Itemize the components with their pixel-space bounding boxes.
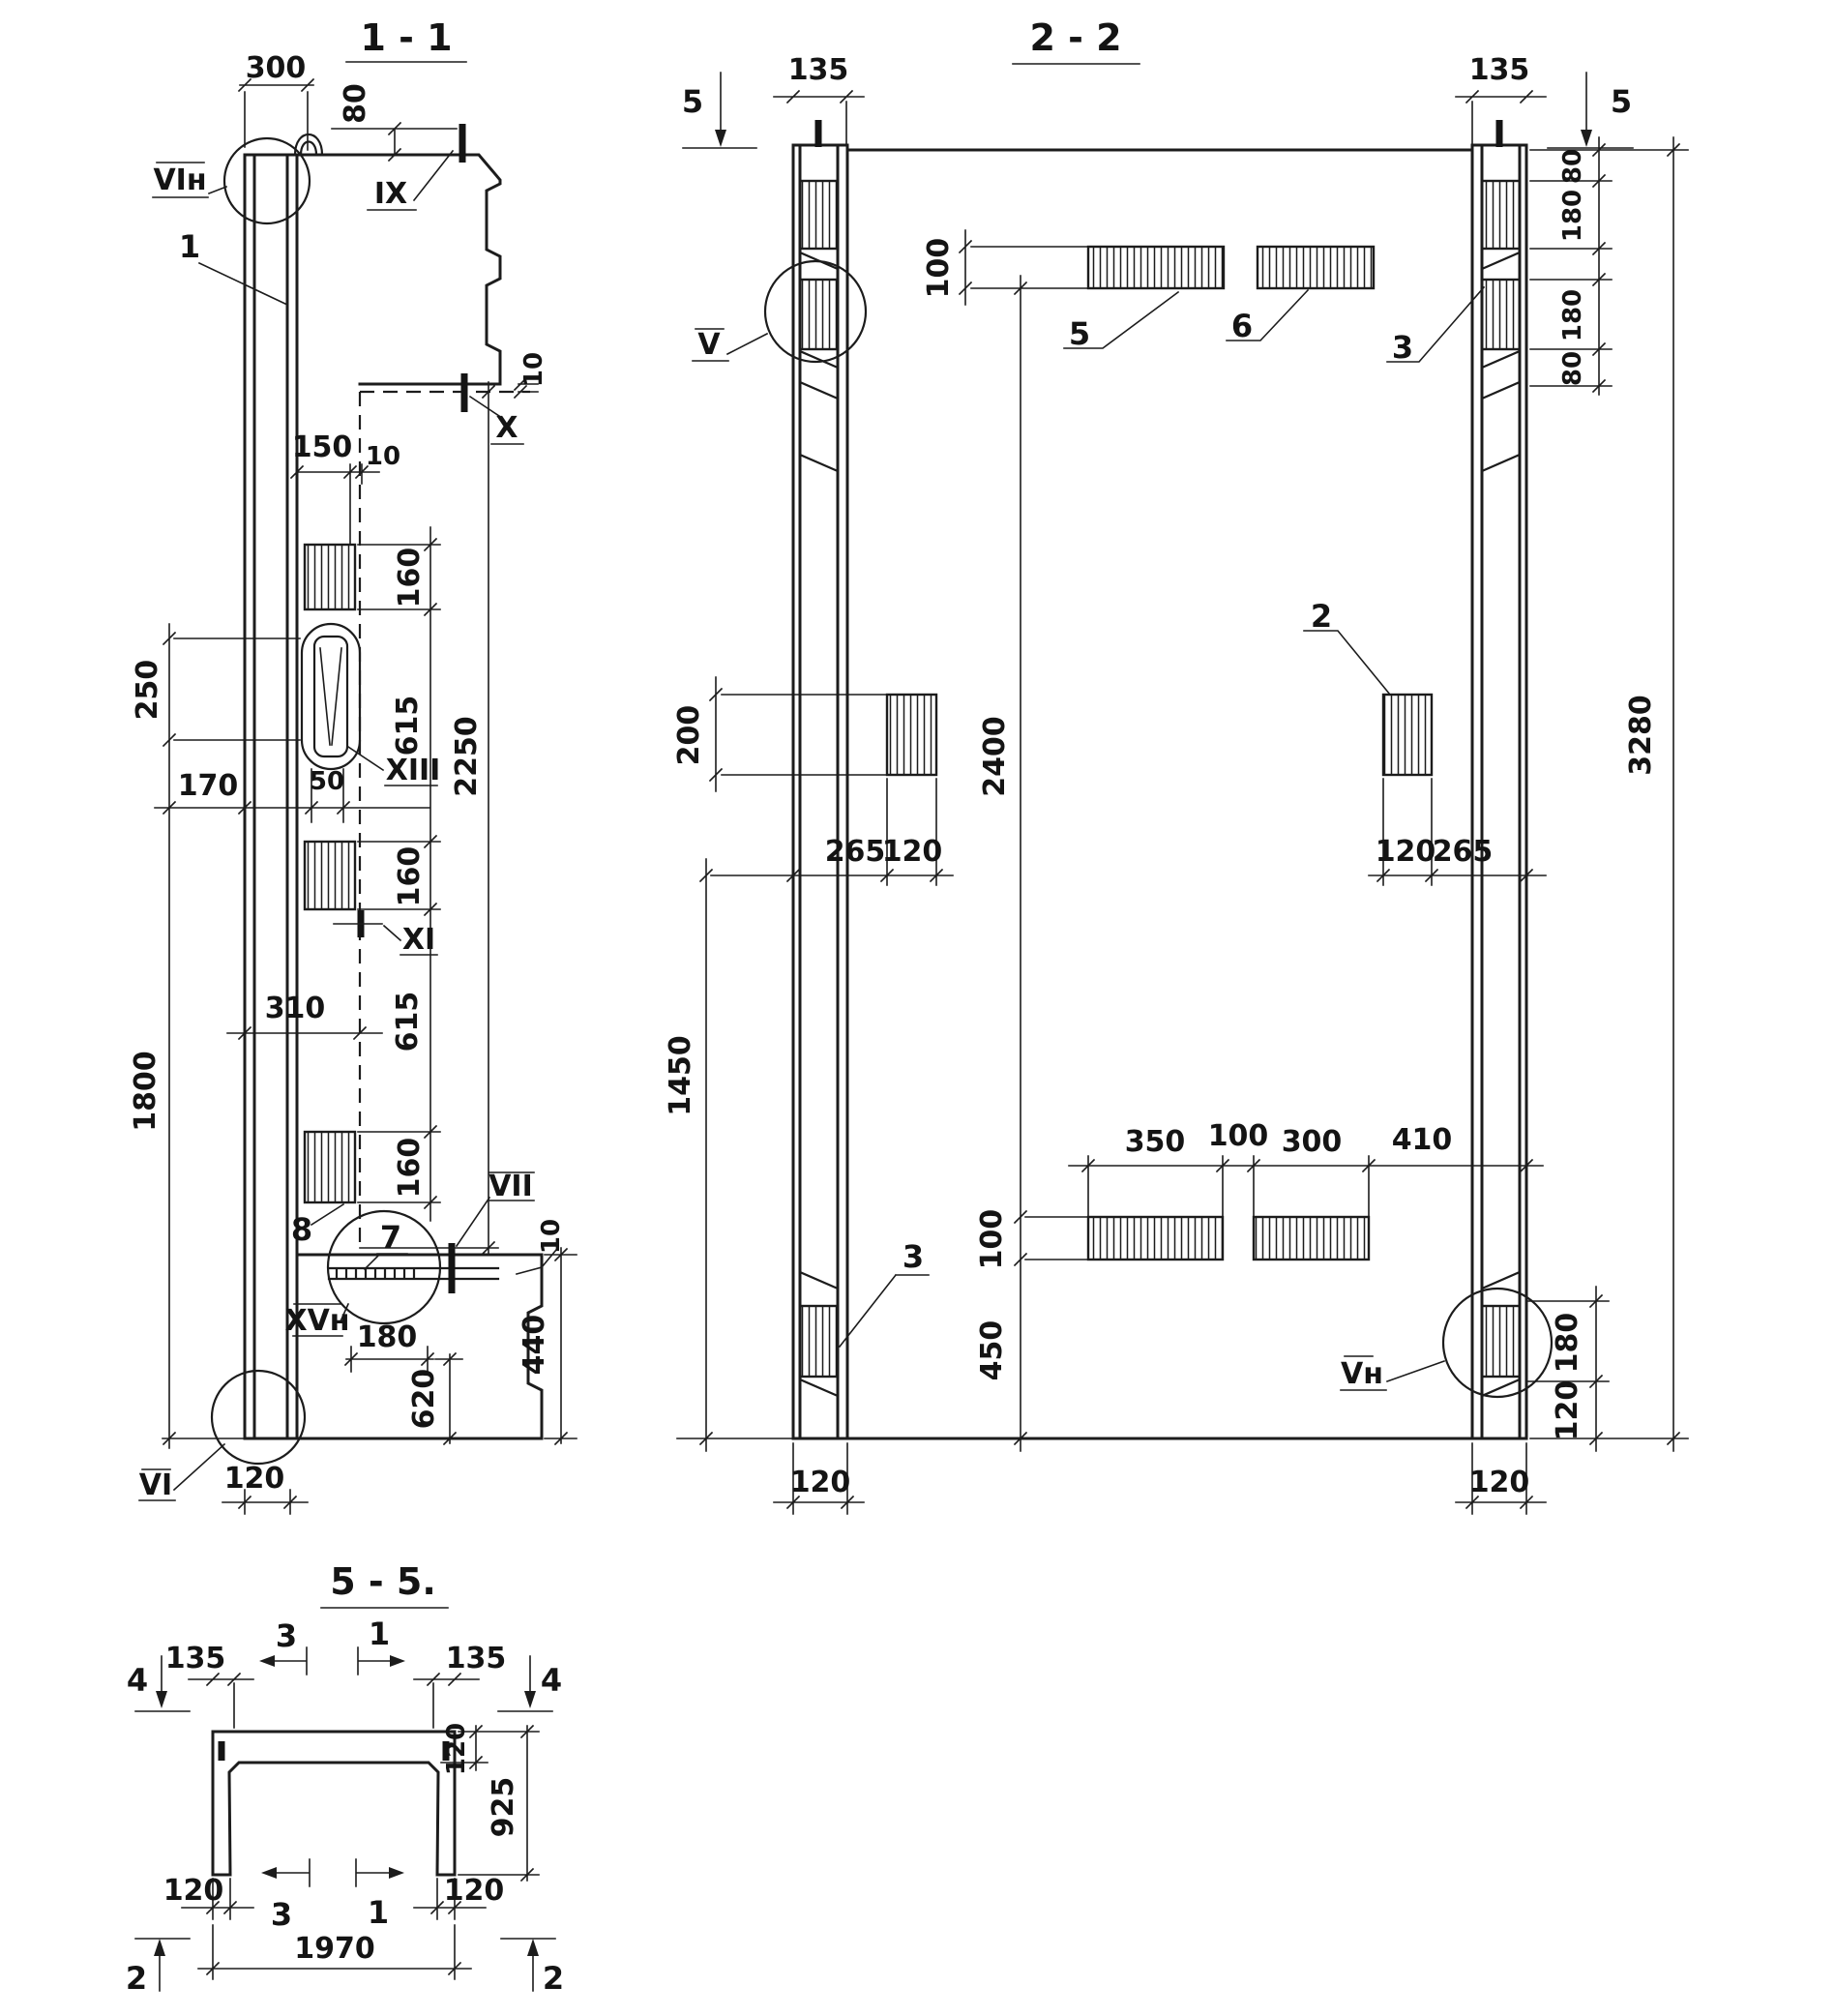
- view-label-x: X: [495, 411, 518, 445]
- dim-450: 450: [975, 1319, 1009, 1381]
- dim-160: 160: [393, 1137, 427, 1199]
- view-label-vi: VI: [138, 1468, 173, 1502]
- cut-mark-3-bottom: 3: [270, 1896, 293, 1933]
- joint-strip: [329, 1268, 498, 1279]
- section-title: 5 - 5.: [330, 1560, 436, 1603]
- part-label-2: 2: [1310, 598, 1333, 635]
- dim-100-bottom: 100: [975, 1208, 1009, 1270]
- dim-925: 925: [487, 1776, 520, 1838]
- slot-taper: [320, 648, 341, 745]
- dim-135-left: 135: [787, 53, 849, 87]
- dim-620: 620: [407, 1368, 441, 1430]
- anchor-plate: [305, 545, 355, 609]
- anchor-plate-2: [1383, 695, 1432, 775]
- dim-2400: 2400: [978, 716, 1012, 797]
- wall-lines: [245, 155, 297, 1438]
- dim-10: 10: [365, 442, 401, 471]
- panel-outline: [245, 155, 500, 384]
- cut-mark-3-top: 3: [275, 1617, 298, 1654]
- anchor-plate-6: [1258, 247, 1374, 288]
- section-1-1: [129, 16, 577, 1514]
- anchor-plate: [1088, 1217, 1223, 1260]
- part-label-6: 6: [1230, 308, 1254, 344]
- anchor-plate: [800, 280, 838, 349]
- hidden-face-line: [360, 392, 530, 1248]
- dim-100: 100: [1207, 1119, 1269, 1153]
- dim-135-left: 135: [164, 1642, 226, 1675]
- dim-250: 250: [131, 659, 164, 721]
- dim-50: 50: [309, 767, 345, 796]
- cut-mark-4-left: 4: [126, 1662, 149, 1699]
- view-label-xi: XI: [401, 923, 436, 957]
- anchor-plate: [305, 1132, 355, 1202]
- cut-mark-2-right: 2: [542, 1960, 565, 1997]
- dim-120-top: 120: [442, 1722, 471, 1776]
- lifting-bars: [818, 120, 1499, 147]
- dim-1970: 1970: [294, 1932, 375, 1966]
- view-label-vii: VII: [488, 1170, 533, 1203]
- dim-310: 310: [264, 992, 326, 1025]
- dim-120: 120: [223, 1462, 285, 1496]
- dim-160: 160: [393, 547, 427, 608]
- dim-410: 410: [1391, 1123, 1453, 1157]
- dim-300: 300: [1281, 1125, 1343, 1159]
- part-label-3: 3: [1391, 329, 1414, 366]
- cut-mark-4-right: 4: [540, 1662, 563, 1699]
- dim-3280: 3280: [1624, 695, 1658, 776]
- dim-180: 180: [1558, 189, 1587, 243]
- rebar-marks: [222, 1741, 446, 1761]
- section-2-2: [664, 16, 1688, 1514]
- dim-265-right: 265: [1432, 835, 1494, 869]
- dim-160: 160: [393, 845, 427, 907]
- dim-80: 80: [1558, 350, 1587, 387]
- cut-mark-lines-bottom: [265, 1859, 400, 1886]
- anchor-plate: [1482, 1306, 1520, 1377]
- dim-120-left: 120: [881, 835, 943, 869]
- dim-1800: 1800: [129, 1051, 163, 1132]
- dim-180: 180: [356, 1320, 418, 1354]
- view-label-vi-n: VIн: [153, 163, 207, 197]
- cut-mark-1-bottom: 1: [367, 1894, 390, 1931]
- anchor-plate: [305, 842, 355, 909]
- cut-mark-2-left: 2: [125, 1960, 148, 1997]
- dim-120-br: 120: [443, 1874, 505, 1908]
- slot-outline: [302, 624, 360, 769]
- dim-10-top: 10: [519, 351, 548, 388]
- part-label-3b: 3: [902, 1238, 925, 1275]
- anchor-plate: [800, 181, 838, 249]
- section-title: 1 - 1: [360, 16, 453, 59]
- dim-120-bottom: 120: [1551, 1379, 1584, 1441]
- section-5-5: [126, 1560, 564, 1997]
- part-label-1: 1: [178, 228, 201, 265]
- part-label-7: 7: [379, 1219, 402, 1256]
- dim-10-joint: 10: [537, 1218, 566, 1255]
- cut-mark-5-right: 5: [1610, 83, 1633, 120]
- section-title: 2 - 2: [1029, 16, 1122, 59]
- cut-arrowheads-4: [156, 1691, 536, 1708]
- channel-outline: [213, 1732, 455, 1875]
- dim-100-top: 100: [922, 237, 956, 299]
- dim-200: 200: [672, 704, 706, 766]
- dim-350: 350: [1124, 1125, 1186, 1159]
- dim-1450: 1450: [664, 1035, 697, 1116]
- dim-615: 615: [391, 695, 425, 756]
- anchor-plate: [887, 695, 936, 775]
- dim-265-left: 265: [824, 835, 886, 869]
- anchor-plate: [1254, 1217, 1369, 1260]
- anchor-plate: [800, 1306, 838, 1377]
- anchor-plate: [1482, 280, 1520, 349]
- dim-180: 180: [1558, 288, 1587, 342]
- dim-135-right: 135: [445, 1642, 507, 1675]
- view-label-v: V: [697, 328, 721, 362]
- part-label-8: 8: [290, 1211, 313, 1248]
- dim-120-right: 120: [1375, 835, 1436, 869]
- dim-2250: 2250: [450, 716, 484, 797]
- part-label-5: 5: [1068, 315, 1091, 352]
- dim-150: 150: [291, 430, 353, 464]
- anchor-plate-5: [1088, 247, 1224, 288]
- dim-300: 300: [245, 51, 307, 85]
- cut-mark-1-top: 1: [368, 1616, 391, 1652]
- view-label-ix: IX: [373, 177, 408, 211]
- view-label-xiii: XIII: [385, 754, 441, 787]
- view-label-v-n: Vн: [1341, 1357, 1383, 1391]
- dim-120-bl: 120: [789, 1466, 851, 1499]
- dim-135-right: 135: [1468, 53, 1530, 87]
- view-label-xv-n: XVн: [284, 1304, 350, 1338]
- detail-circle-vi: [212, 1371, 305, 1464]
- slot-inner: [314, 637, 347, 756]
- dim-180-bottom: 180: [1551, 1312, 1584, 1374]
- anchor-plate: [1482, 181, 1520, 249]
- cut-mark-5-left: 5: [681, 83, 704, 120]
- dim-440: 440: [518, 1314, 551, 1376]
- dim-120-bl: 120: [163, 1874, 224, 1908]
- dim-170: 170: [177, 769, 239, 803]
- dim-120-br: 120: [1468, 1466, 1530, 1499]
- dim-80: 80: [1558, 148, 1587, 185]
- dim-615: 615: [391, 991, 425, 1052]
- dim-80: 80: [339, 83, 372, 124]
